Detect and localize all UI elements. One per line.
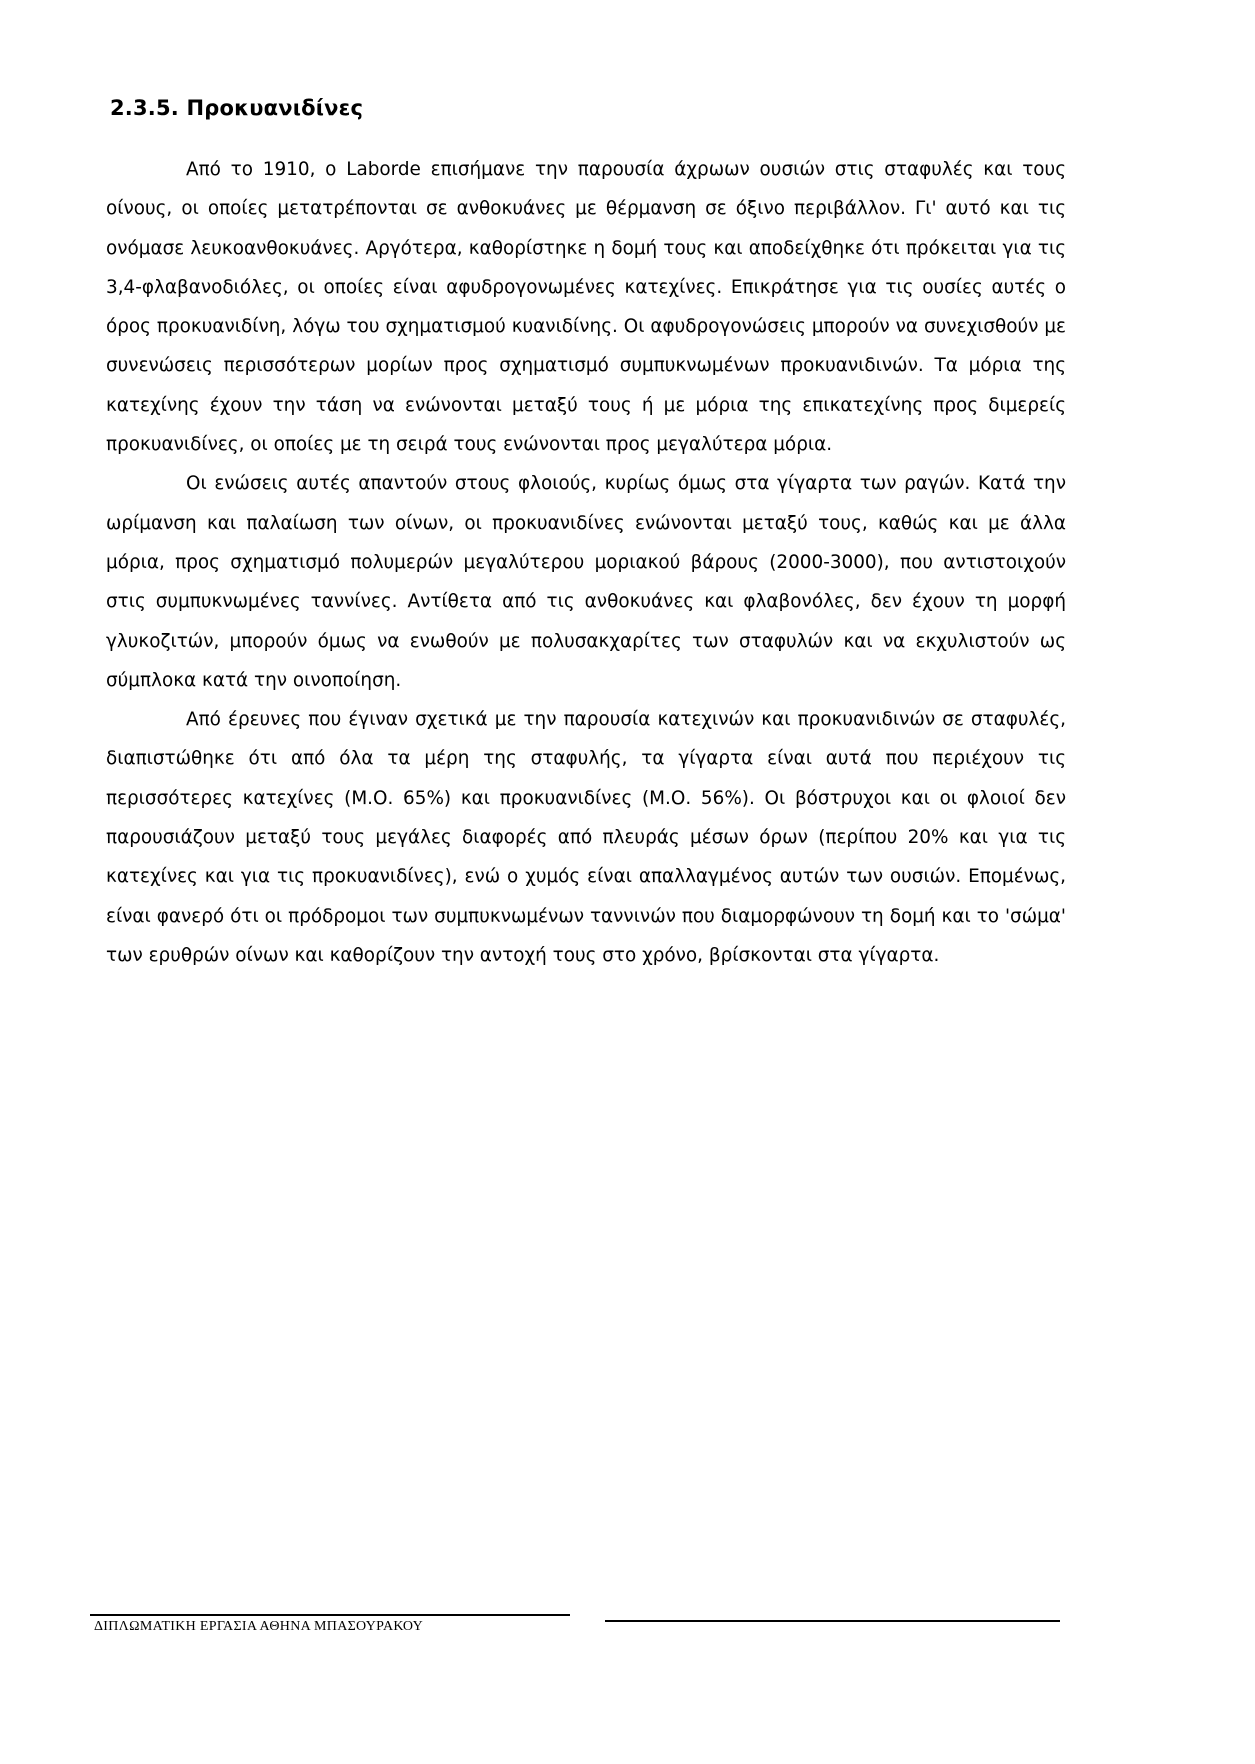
footer-rule-right [605,1620,1060,1622]
paragraph-1: Από το 1910, ο Laborde επισήμανε την παρουσία άχρωων ουσιών στις σταφυλές και τους οίνους, οι οποίες μετατρέπονται σε ανθοκυάνες με θέρμανση σε όξινο περιβάλλον. Γι' αυτό και τις ονόμασε λευκοανθοκυάνες. Αργότερα, καθορίστηκε η δομή τους και αποδείχθηκε ότι πρόκειται για τις 3,4-φλαβανοδιόλες, οι οποίες είναι αφυδρογονωμένες κατεχίνες. Επικράτησε για τις ουσίες αυτές ο όρος προκυανιδίνη, λόγω του σχηματισμού κυανιδίνης. Οι αφυδρογονώσεις μπορούν να συνεχισθούν με συνενώσεις περισσότερων μορίων προς σχηματισμό συμπυκνωμένων προκυανιδινών. Τα μόρια της κατεχίνης έχουν την τάση να ενώνονται μεταξύ τους ή με μόρια της επικατεχίνης προς διμερείς προκυανιδίνες, οι οποίες με τη σειρά τους ενώνονται προς μεγαλύτερα μόρια. [106,159,1066,456]
paragraph-2: Οι ενώσεις αυτές απαντούν στους φλοιούς, κυρίως όμως στα γίγαρτα των ραγών. Κατά την ωρίμανση και παλαίωση των οίνων, οι προκυανιδίνες ενώνονται μεταξύ τους, καθώς και με άλλα μόρια, προς σχηματισμό πολυμερών μεγαλύτερου μοριακού βάρους (2000-3000), που αντιστοιχούν στις συμπυκνωμένες ταννίνες. Αντίθετα από τις ανθοκυάνες και φλαβονόλες, δεν έχουν τη μορφή γλυκοζιτών, μπορούν όμως να ενωθούν με πολυσακχαρίτες των σταφυλών και να εκχυλιστούν ως σύμπλοκα κατά την οινοποίηση. [106,473,1066,691]
footer-rule-left [90,1614,570,1616]
footer-text: ΔΙΠΛΩΜΑΤΙΚΗ ΕΡΓΑΣΙΑ ΑΘΗΝΑ ΜΠΑΣΟΥΡΑΚΟΥ [94,1619,423,1634]
paragraph-3: Από έρευνες που έγιναν σχετικά με την παρουσία κατεχινών και προκυανιδινών σε σταφυλές, διαπιστώθηκε ότι από όλα τα μέρη της σταφυλής, τα γίγαρτα είναι αυτά που περιέχουν τις περισσότερες κατεχίνες (Μ.Ο. 65%) και προκυανιδίνες (Μ.Ο. 56%). Οι βόστρυχοι και οι φλοιοί δεν παρουσιάζουν μεταξύ τους μεγάλες διαφορές από πλευράς μέσων όρων (περίπου 20% και για τις κατεχίνες και για τις προκυανιδίνες), ενώ ο χυμός είναι απαλλαγμένος αυτών των ουσιών. Επομένως, είναι φανερό ότι οι πρόδρομοι των συμπυκνωμένων ταννινών που διαμορφώνουν τη δομή και το 'σώμα' των ερυθρών οίνων και καθορίζουν την αντοχή τους στο χρόνο, βρίσκονται στα γίγαρτα. [106,709,1066,966]
section-heading: 2.3.5. Προκυανιδίνες [110,96,364,120]
body-text [106,150,1066,975]
